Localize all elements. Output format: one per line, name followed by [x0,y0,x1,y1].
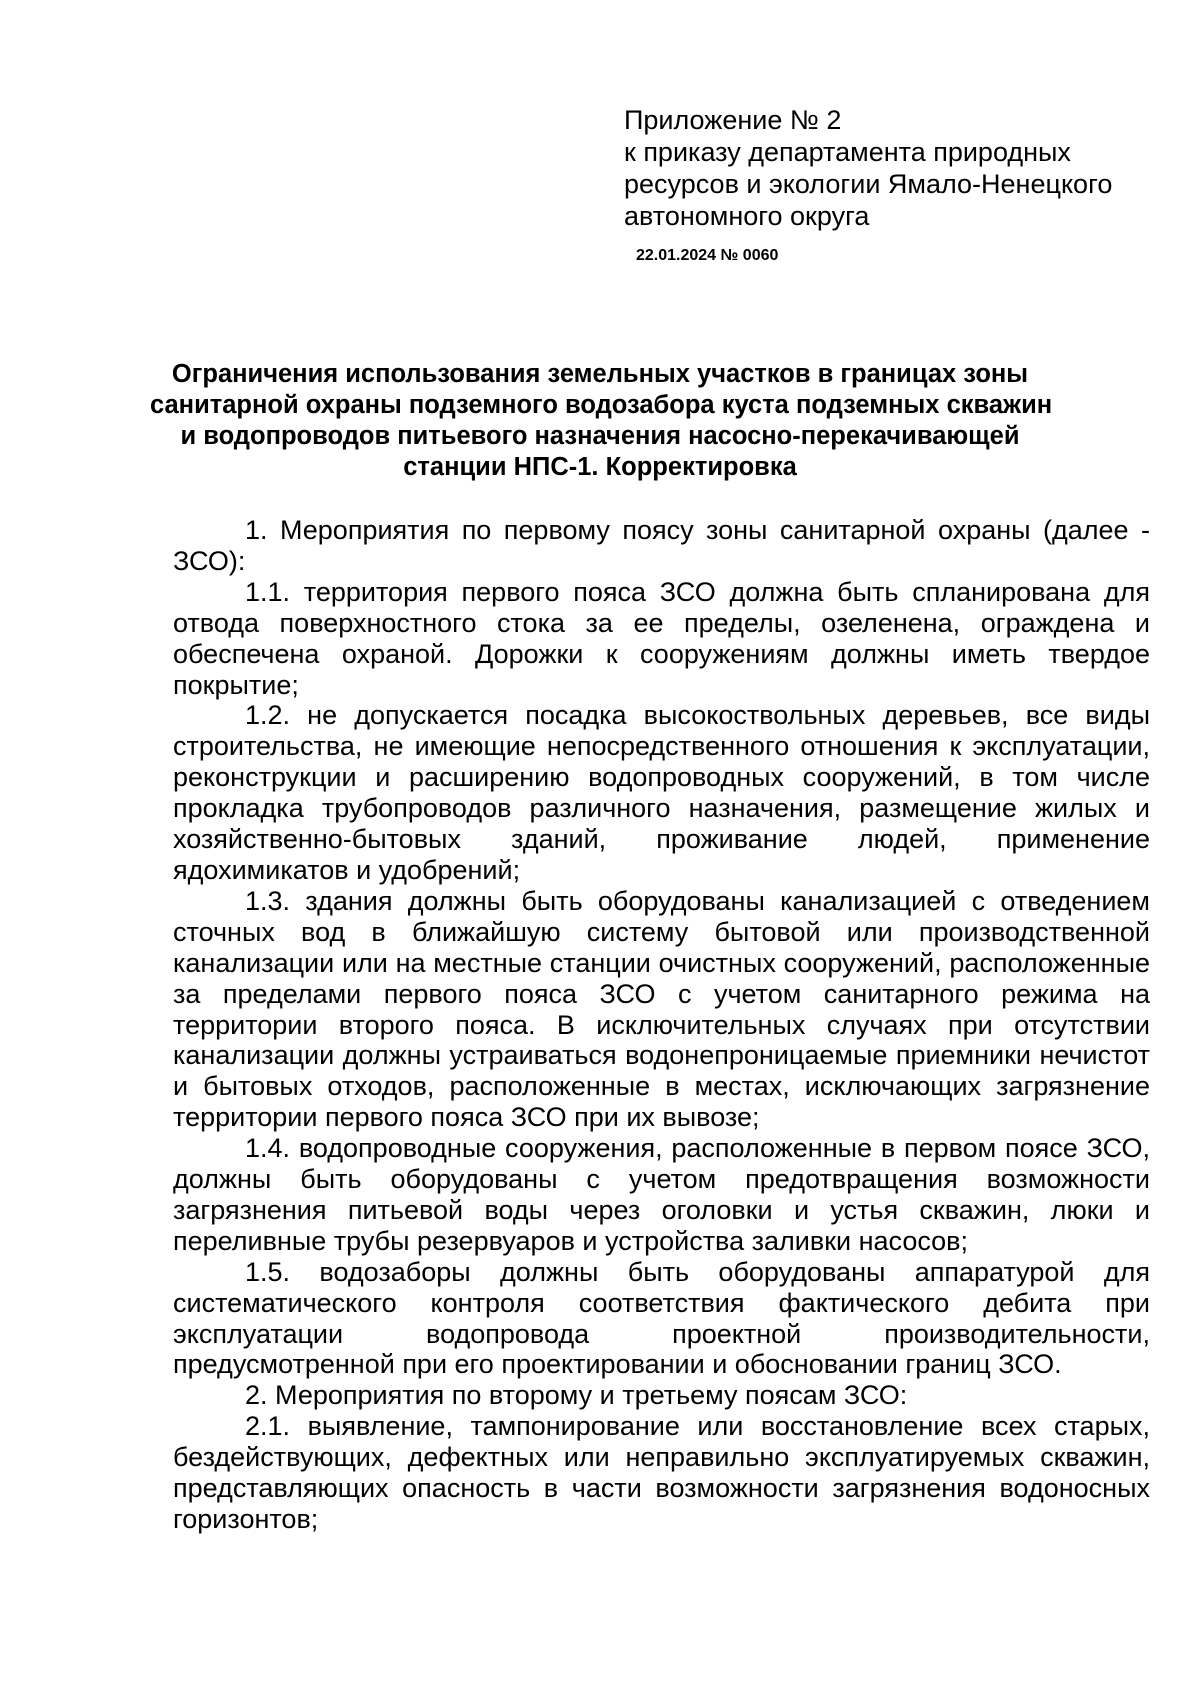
annex-line: автономного округа [624,201,870,231]
document-title [150,359,1053,483]
registration-stamp: 22.01.2024 № 0060 [636,247,779,264]
title-line: Ограничения использования земельных участков в границах зоны [171,360,1029,388]
paragraph-1-3: 1.3. здания должны быть оборудованы канализацией с отведением сточных вод в ближайшую систему бытовой или производственной канализации или на местные станции очистных сооружений, расположенные за пределами первого пояса ЗСО с учетом санитарного режима на территории второго пояса. В исключительных случаях при отсутствии канализации должны устраиваться водонепроницаемые приемники нечистот и бытовых отходов, расположенные в местах, исключающих загрязнение территории первого пояса ЗСО при их вывозе; [173,885,1150,1133]
paragraph-1-1: 1.1. территория первого пояса ЗСО должна быть спланирована для отвода поверхностного стока за ее пределы, озеленена, ограждена и обеспечена охраной. Дорожки к сооружениям должны иметь твердое покрытие; [173,576,1150,700]
paragraph-1-4: 1.4. водопроводные сооружения, расположенные в первом поясе ЗСО, должны быть оборудованы с учетом предотвращения возможности загрязнения питьевой воды через оголовки и устья скважин, люки и переливные трубы резервуаров и устройства заливки насосов; [173,1133,1150,1256]
paragraph-2: 2. Мероприятия по второму и третьему поясам ЗСО: [245,1380,908,1411]
paragraph-1-2: 1.2. не допускается посадка высокоствольных деревьев, все виды строительства, не имеющие непосредственного отношения к эксплуатации, реконструкции и расширению водопроводных сооружений, в том числе прокладка трубопроводов различного назначения, размещение жилых и хозяйственно-бытовых зданий, проживание людей, применение ядохимикатов и удобрений; [173,700,1150,885]
paragraph-1-5: 1.5. водозаборы должны быть оборудованы аппаратурой для систематического контроля соответствия фактического дебита при эксплуатации водопровода проектной производительности, предусмотренной при его проектировании и обосновании границ ЗСО. [173,1256,1150,1380]
paragraph-2-1: 2.1. выявление, тампонирование или восстановление всех старых, бездействующих, дефектных или неправильно эксплуатируемых скважин, представляющих опасность в части возможности загрязнения водоносных горизонтов; [173,1411,1150,1534]
annex-line: ресурсов и экологии Ямало-Ненецкого [624,169,1113,199]
title-line: и водопроводов питьевого назначения насосно-перекачивающей [180,422,1020,450]
title-line: санитарной охраны подземного водозабора куста подземных скважин [150,391,1053,419]
document-body [173,515,1150,1535]
paragraph-1: 1. Мероприятия по первому поясу зоны санитарной охраны (далее - ЗСО): [173,515,1150,576]
annex-header [624,104,1164,232]
annex-line: к приказу департамента природных [624,137,1071,167]
annex-line: Приложение № 2 [624,105,842,135]
title-line: станции НПС-1. Корректировка [403,453,797,481]
